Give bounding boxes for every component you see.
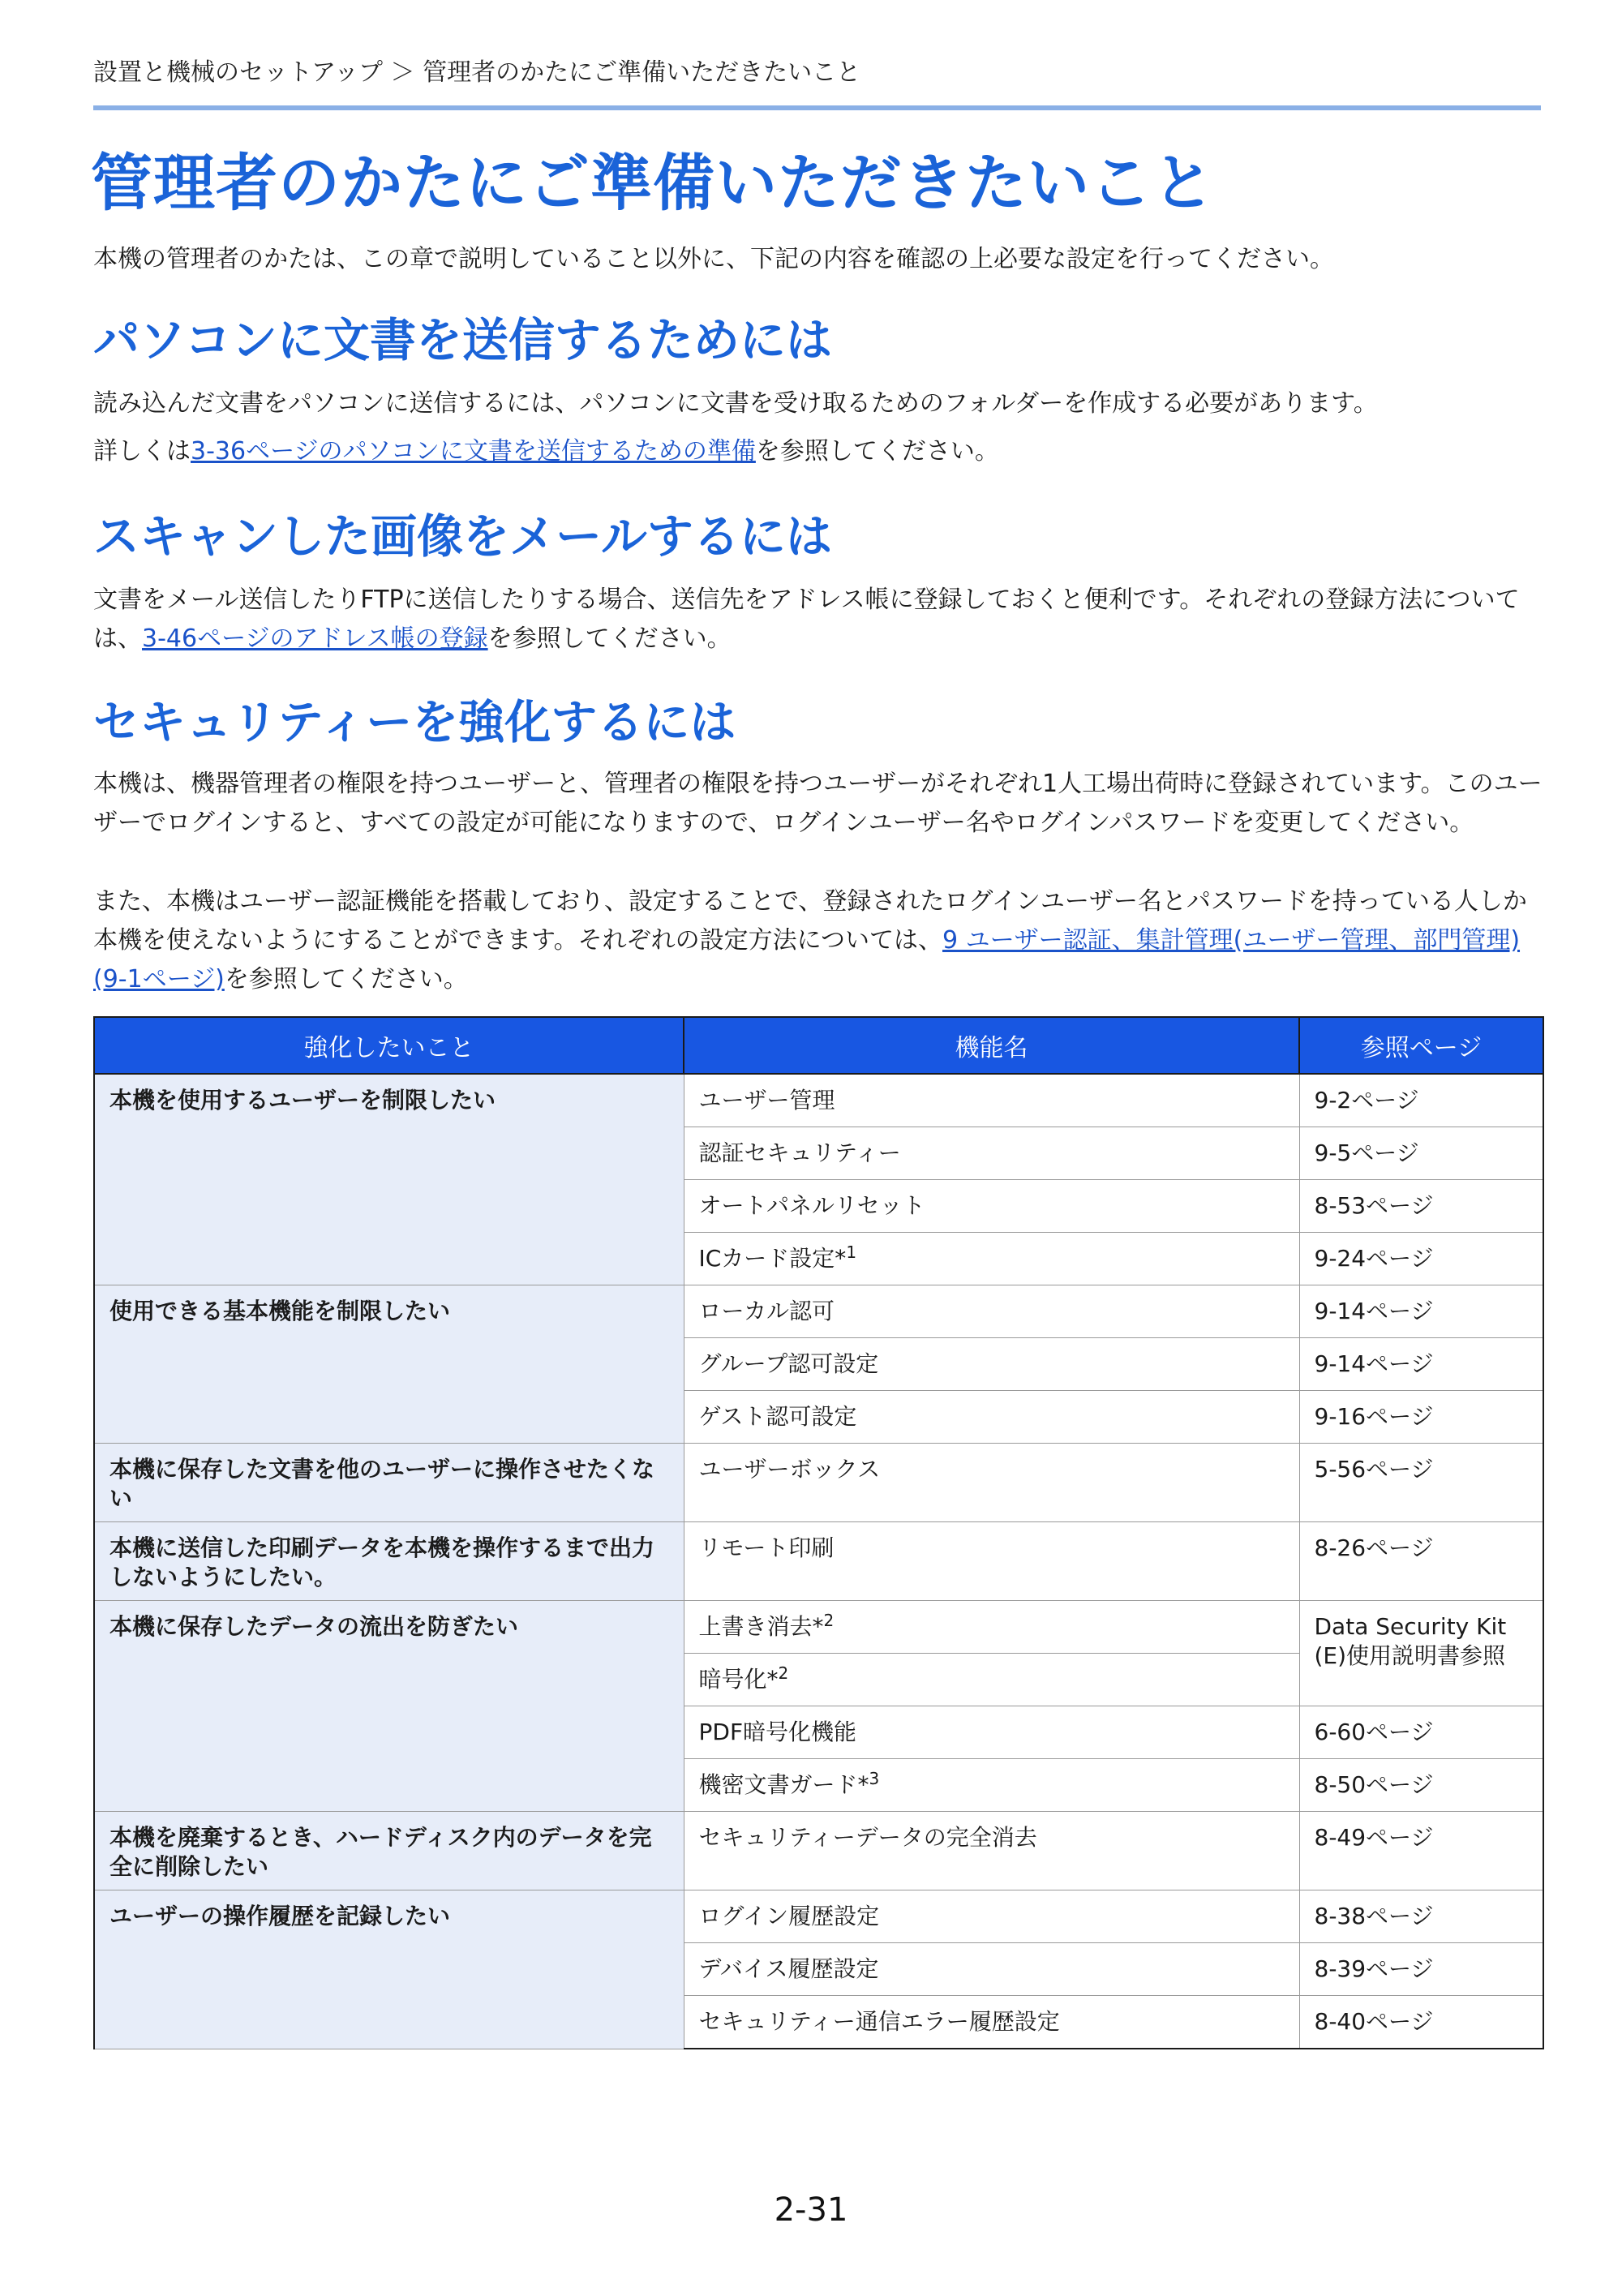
security-paragraph: 本機は、機器管理者の権限を持つユーザーと、管理者の権限を持つユーザーがそれぞれ1人工場出荷時に登録されています。このユーザーでログインすると、すべての設定が可能になりますので、ログインユーザー名やログインパスワードを変更してください。 <box>93 770 1543 837</box>
column-header-feature: 機能名 <box>684 1017 1299 1074</box>
table-row <box>94 1601 1543 1654</box>
table-row <box>94 1444 1543 1522</box>
feature-cell <box>684 1391 1299 1444</box>
feature-cell <box>684 1522 1299 1601</box>
feature-name: セキュリティー通信エラー履歴設定 <box>698 2008 1060 2035</box>
feature-cell <box>684 1759 1299 1812</box>
section-heading-security: セキュリティーを強化するには <box>93 696 736 749</box>
reference-cell: 6-60ページ <box>1299 1706 1543 1759</box>
feature-name: 認証セキュリティー <box>698 1139 901 1166</box>
category-cell: 使用できる基本機能を制限したい <box>94 1285 684 1444</box>
security-auth-paragraph <box>93 882 1545 999</box>
table-row <box>94 1522 1543 1601</box>
feature-cell <box>684 1444 1299 1522</box>
security-auth-text: また、本機はユーザー認証機能を搭載しており、設定することで、登録されたログインユーザー名とパスワードを持っている人しか本機を使えないようにすることができます。それぞれの設定方法については、 <box>93 887 1527 955</box>
feature-name: 機密文書ガード* <box>698 1771 869 1798</box>
category-cell: 本機に保存したデータの流出を防ぎたい <box>94 1601 684 1812</box>
reference-cell: 9-14ページ <box>1299 1338 1543 1391</box>
category-cell: 本機を使用するユーザーを制限したい <box>94 1074 684 1285</box>
link-address-book-registration[interactable]: 3-46ページのアドレス帳の登録 <box>142 624 488 653</box>
reference-cell: 9-24ページ <box>1299 1233 1543 1285</box>
page-number: 2-31 <box>774 2191 848 2229</box>
reference-cell: 8-49ページ <box>1299 1812 1543 1890</box>
feature-name: ユーザーボックス <box>698 1456 881 1483</box>
category-cell: 本機に送信した印刷データを本機を操作するまで出力しないようにしたい。 <box>94 1522 684 1601</box>
send-to-pc-reference <box>93 432 1545 471</box>
feature-cell <box>684 1996 1299 2049</box>
feature-name: ログイン履歴設定 <box>698 1903 880 1929</box>
footnote-marker: 2 <box>823 1611 835 1630</box>
feature-cell <box>684 1812 1299 1890</box>
feature-name: オートパネルリセット <box>698 1192 925 1219</box>
reference-prefix: 詳しくは <box>93 437 191 466</box>
security-features-table <box>93 1016 1544 2049</box>
feature-cell <box>684 1338 1299 1391</box>
table-header-row <box>94 1017 1543 1074</box>
feature-cell <box>684 1285 1299 1338</box>
reference-cell: 8-40ページ <box>1299 1996 1543 2049</box>
header-divider <box>93 105 1541 110</box>
feature-cell <box>684 1074 1299 1127</box>
scan-to-email-text: 文書をメール送信したりFTPに送信したりする場合、送信先をアドレス帳に登録しておくと便利です。それぞれの登録方法については、 <box>93 586 1520 653</box>
reference-suffix: を参照してください。 <box>487 624 732 653</box>
feature-name: ICカード設定* <box>698 1245 847 1272</box>
reference-cell: 9-2ページ <box>1299 1074 1543 1127</box>
category-cell: ユーザーの操作履歴を記録したい <box>94 1890 684 2049</box>
table-row <box>94 1890 1543 1943</box>
reference-cell: 5-56ページ <box>1299 1444 1543 1522</box>
feature-cell <box>684 1890 1299 1943</box>
feature-name: セキュリティーデータの完全消去 <box>698 1824 1037 1851</box>
link-send-to-pc-preparation[interactable]: 3-36ページのパソコンに文書を送信するための準備 <box>191 437 756 466</box>
reference-cell: 8-53ページ <box>1299 1180 1543 1233</box>
feature-name: デバイス履歴設定 <box>698 1955 879 1982</box>
column-header-reference: 参照ページ <box>1299 1017 1543 1074</box>
feature-cell <box>684 1706 1299 1759</box>
reference-cell: 9-14ページ <box>1299 1285 1543 1338</box>
feature-name: ローカル認可 <box>698 1298 835 1324</box>
feature-cell <box>684 1233 1299 1285</box>
category-cell: 本機を廃棄するとき、ハードディスク内のデータを完全に削除したい <box>94 1812 684 1890</box>
feature-name: 上書き消去* <box>698 1613 824 1640</box>
reference-cell: Data Security Kit (E)使用説明書参照 <box>1299 1601 1543 1706</box>
scan-to-email-paragraph <box>93 581 1545 659</box>
breadcrumb: 設置と機械のセットアップ ＞ 管理者のかたにご準備いただきたいこと <box>93 58 861 87</box>
page-title: 管理者のかたにご準備いただきたいこと <box>91 147 1215 219</box>
feature-cell <box>684 1180 1299 1233</box>
intro-paragraph: 本機の管理者のかたは、この章で説明していること以外に、下記の内容を確認の上必要な設定を行ってください。 <box>93 245 1334 273</box>
send-to-pc-paragraph: 読み込んだ文書をパソコンに送信するには、パソコンに文書を受け取るためのフォルダーを作成する必要があります。 <box>93 389 1378 418</box>
category-cell: 本機に保存した文書を他のユーザーに操作させたくない <box>94 1444 684 1522</box>
feature-name: リモート印刷 <box>698 1534 835 1561</box>
reference-cell: 8-50ページ <box>1299 1759 1543 1812</box>
column-header-goal: 強化したいこと <box>94 1017 684 1074</box>
reference-suffix: を参照してください。 <box>224 965 468 994</box>
feature-cell <box>684 1601 1299 1654</box>
table-row <box>94 1285 1543 1338</box>
feature-name: 暗号化* <box>698 1666 779 1693</box>
footnote-marker: 1 <box>846 1242 857 1262</box>
feature-name: グループ認可設定 <box>698 1350 879 1377</box>
feature-cell <box>684 1127 1299 1180</box>
table-row <box>94 1812 1543 1890</box>
feature-name: ユーザー管理 <box>698 1087 835 1114</box>
table-row <box>94 1074 1543 1127</box>
feature-cell <box>684 1943 1299 1996</box>
feature-name: PDF暗号化機能 <box>698 1719 857 1745</box>
reference-cell: 8-26ページ <box>1299 1522 1543 1601</box>
reference-suffix: を参照してください。 <box>755 437 999 466</box>
feature-name: ゲスト認可設定 <box>698 1403 857 1430</box>
reference-cell: 8-38ページ <box>1299 1890 1543 1943</box>
link-user-authentication[interactable]: 9 ユーザー認証、集計管理(ユーザー管理、部門管理) (9-1ページ) <box>93 926 1521 994</box>
footnote-marker: 3 <box>869 1769 880 1788</box>
section-heading-send-to-pc: パソコンに文書を送信するためには <box>93 314 832 367</box>
footnote-marker: 2 <box>778 1663 789 1683</box>
reference-cell: 8-39ページ <box>1299 1943 1543 1996</box>
reference-cell: 9-16ページ <box>1299 1391 1543 1444</box>
section-heading-scan-to-email: スキャンした画像をメールするには <box>93 510 832 564</box>
feature-cell <box>684 1654 1299 1706</box>
reference-cell: 9-5ページ <box>1299 1127 1543 1180</box>
